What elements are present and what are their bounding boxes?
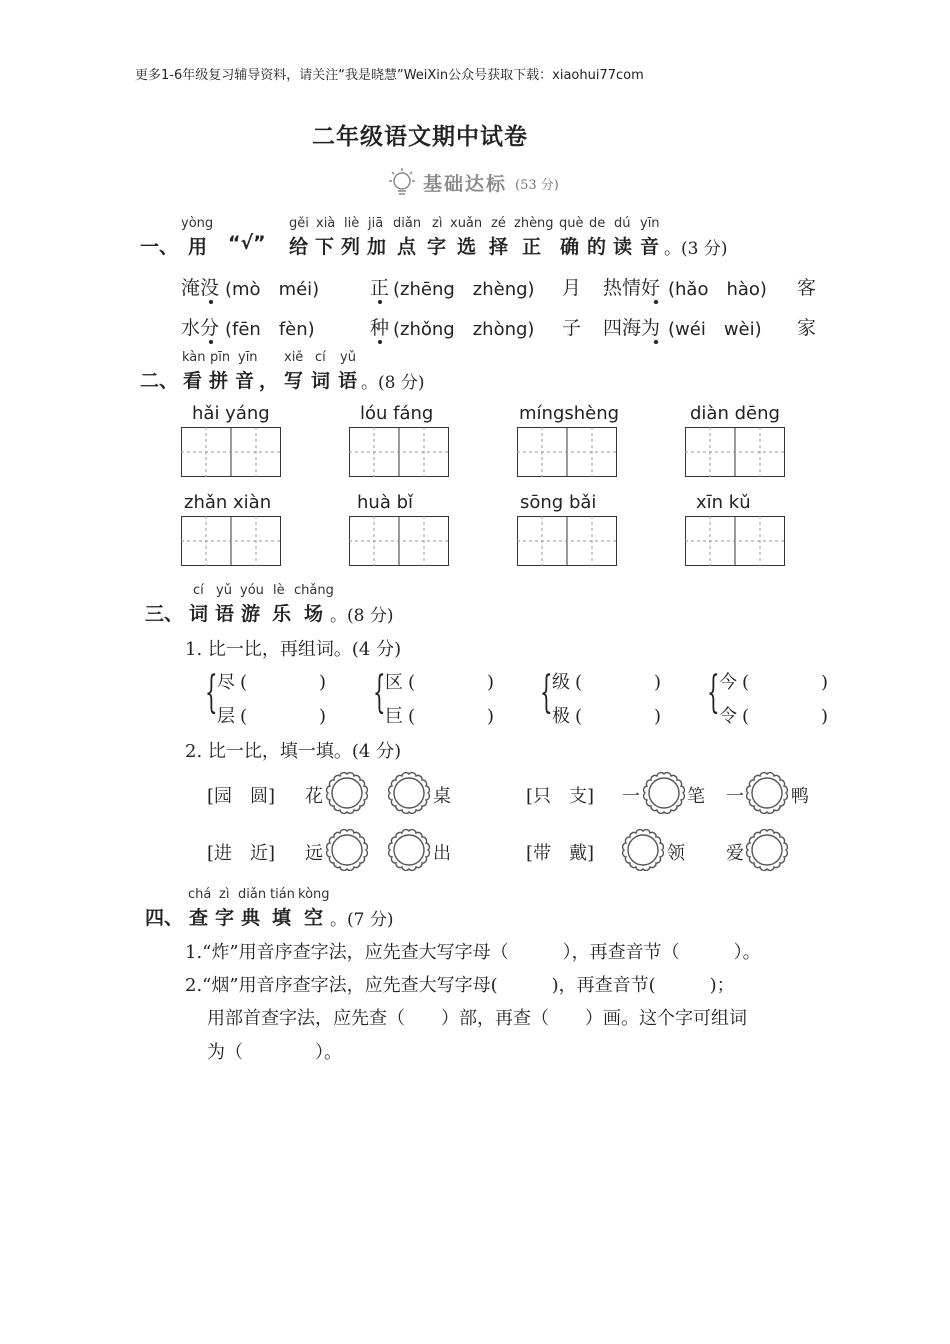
brace: {	[707, 667, 720, 718]
emphasis-dot	[209, 340, 213, 344]
pinyin: zhèng	[514, 216, 554, 231]
emphasis-dot	[209, 300, 213, 304]
writing-grid[interactable]	[517, 427, 617, 477]
word-tail: 子	[562, 317, 582, 339]
writing-grid[interactable]	[349, 427, 449, 477]
pinyin: yǔ	[340, 350, 356, 365]
pinyin-options[interactable]: (wéi wèi)	[668, 319, 762, 340]
compare-char: 极	[552, 706, 570, 727]
choice-options: [进 近]	[207, 843, 276, 864]
fill-char: 桌	[433, 786, 451, 807]
fill-char: 远	[305, 843, 323, 864]
question-4-2-end: 为（ ）。	[207, 1042, 342, 1063]
section-1-char: 列	[341, 236, 361, 258]
answer-paren[interactable]: ( )	[742, 706, 829, 727]
pinyin: cí	[193, 583, 204, 598]
writing-grid[interactable]	[349, 516, 449, 566]
fill-char: 领	[667, 843, 685, 864]
pinyin: kàn	[182, 350, 206, 365]
pinyin: zì	[219, 887, 230, 902]
section-4-char: 典	[241, 907, 261, 929]
pinyin-options[interactable]: (fēn fèn)	[225, 319, 315, 340]
section-1-number: 一、	[140, 236, 179, 258]
word: 热情好	[603, 277, 661, 299]
section-1-char: 给	[289, 236, 309, 258]
section-3-char: 游	[241, 603, 261, 625]
emphasis-dot	[654, 300, 658, 304]
section-3-points: 。(8 分)	[330, 606, 394, 626]
section-2-number: 二、	[140, 370, 179, 392]
section-1-char: 加	[367, 236, 387, 258]
brace: {	[205, 667, 218, 718]
choice-options: [园 圆]	[207, 786, 276, 807]
fill-char: 一	[622, 786, 640, 807]
question-4-1: 1.“炸”用音序查字法，应先查大写字母（ ），再查音节（ ）。	[185, 942, 761, 963]
writing-grid[interactable]	[685, 427, 785, 477]
badge-score: (53 分)	[515, 178, 559, 193]
fill-char: 花	[305, 786, 323, 807]
answer-paren[interactable]: ( )	[408, 672, 495, 693]
section-2-char: 拼	[209, 370, 229, 392]
pinyin-prompt: xīn kǔ	[696, 492, 751, 513]
pinyin: de	[589, 216, 606, 231]
section-2-char: 写	[284, 370, 304, 392]
lightbulb-icon	[385, 167, 419, 199]
pinyin: yóu	[240, 583, 264, 598]
pinyin-prompt: lóu fáng	[360, 403, 434, 424]
answer-paren[interactable]: ( )	[575, 672, 662, 693]
fill-char: 鸭	[791, 786, 809, 807]
pinyin-prompt: sōng bǎi	[520, 492, 597, 513]
word-tail: 家	[797, 317, 817, 339]
section-2-char: 词	[311, 370, 331, 392]
pinyin: lè	[273, 583, 285, 598]
word: 正	[370, 277, 390, 299]
pinyin: xiě	[284, 350, 304, 365]
section-1-char: 确	[560, 236, 580, 258]
brace: {	[540, 667, 553, 718]
pinyin: zì	[432, 216, 443, 231]
pinyin: què	[559, 216, 584, 231]
choice-options: [带 戴]	[526, 843, 595, 864]
word: 水分	[181, 317, 220, 339]
section-1-char: 的	[587, 236, 607, 258]
pinyin: zé	[491, 216, 506, 231]
section-3-char: 乐	[272, 603, 292, 625]
answer-flower-box[interactable]	[746, 772, 788, 814]
answer-paren[interactable]: ( )	[240, 706, 327, 727]
pinyin: jiā	[368, 216, 384, 231]
page-title: 二年级语文期中试卷	[312, 123, 528, 150]
writing-grid[interactable]	[685, 516, 785, 566]
fill-char: 爱	[726, 843, 744, 864]
pinyin-options[interactable]: (zhēng zhèng)	[393, 279, 535, 300]
section-1-char: 音	[640, 236, 660, 258]
pinyin: xià	[316, 216, 336, 231]
pinyin-prompt: hǎi yáng	[192, 403, 270, 424]
section-4-number: 四、	[145, 907, 184, 929]
pinyin-options[interactable]: (zhǒng zhòng)	[393, 319, 535, 340]
answer-paren[interactable]: ( )	[742, 672, 829, 693]
compare-char: 尽	[217, 672, 235, 693]
section-1-char: 字	[427, 236, 447, 258]
pinyin-prompt: zhǎn xiàn	[184, 492, 272, 513]
word: 淹没	[181, 277, 220, 299]
section-2-char: 看	[183, 370, 203, 392]
answer-flower-box[interactable]	[388, 829, 430, 871]
writing-grid[interactable]	[181, 516, 281, 566]
answer-flower-box[interactable]	[746, 829, 788, 871]
emphasis-dot	[378, 300, 382, 304]
emphasis-dot	[654, 340, 658, 344]
pinyin: yòng	[181, 216, 214, 231]
pinyin: liè	[344, 216, 360, 231]
compare-char: 级	[552, 672, 570, 693]
section-3-char: 语	[215, 603, 235, 625]
section-2-char: 语	[338, 370, 358, 392]
writing-grid[interactable]	[181, 427, 281, 477]
pinyin-prompt: diàn dēng	[690, 403, 780, 424]
emphasis-dot	[378, 340, 382, 344]
compare-char: 令	[719, 706, 737, 727]
pinyin: yǔ	[216, 583, 232, 598]
section-1-char: 正	[522, 236, 542, 258]
section-2-char: ，	[259, 370, 279, 392]
section-3-char: 场	[304, 603, 324, 625]
question-4-2: 2.“烟”用音序查字法，应先查大写字母( )，再查音节( )；	[185, 975, 735, 996]
answer-paren[interactable]: ( )	[575, 706, 662, 727]
pinyin-prompt: míngshèng	[519, 403, 620, 424]
section-4-char: 空	[304, 907, 324, 929]
answer-flower-box[interactable]	[326, 829, 368, 871]
brace: {	[373, 667, 386, 718]
pinyin: dú	[614, 216, 631, 231]
section-2-char: 音	[235, 370, 255, 392]
compare-char: 层	[217, 706, 235, 727]
word: 种	[370, 317, 390, 339]
word: 四海为	[603, 317, 661, 339]
badge-label: 基础达标	[423, 173, 508, 195]
section-4-char: 填	[272, 907, 292, 929]
pinyin: tián	[270, 887, 295, 902]
fill-char: 出	[433, 843, 451, 864]
pinyin-prompt: huà bǐ	[357, 492, 413, 513]
pinyin: kòng	[298, 887, 330, 902]
section-1-char: 点	[397, 236, 417, 258]
answer-flower-box[interactable]	[326, 772, 368, 814]
choice-options: [只 支]	[526, 786, 595, 807]
section-4-points: 。(7 分)	[330, 910, 394, 930]
section-1-points: 。(3 分)	[664, 239, 728, 259]
fill-char: 笔	[687, 786, 705, 807]
writing-grid[interactable]	[517, 516, 617, 566]
section-3-number: 三、	[145, 603, 184, 625]
section-badge	[385, 167, 585, 199]
answer-paren[interactable]: ( )	[408, 706, 495, 727]
pinyin: chá	[188, 887, 212, 902]
section-1-char: 择	[489, 236, 509, 258]
question-3-1: 1. 比一比，再组词。(4 分)	[185, 639, 402, 660]
section-2-points: 。(8 分)	[361, 373, 425, 393]
section-3-char: 词	[189, 603, 209, 625]
section-1-char: 选	[457, 236, 477, 258]
section-1-char: “√”	[228, 232, 266, 254]
pinyin: pīn	[210, 350, 231, 365]
section-1-char: 下	[315, 236, 335, 258]
pinyin: chǎng	[294, 583, 334, 598]
pinyin: yīn	[238, 350, 258, 365]
answer-flower-box[interactable]	[388, 772, 430, 814]
pinyin: gěi	[289, 216, 309, 231]
pinyin: diǎn	[238, 887, 267, 902]
question-3-2: 2. 比一比，填一填。(4 分)	[185, 741, 402, 762]
word-tail: 月	[562, 277, 582, 299]
compare-char: 区	[385, 672, 403, 693]
section-4-char: 查	[189, 907, 209, 929]
section-4-char: 字	[215, 907, 235, 929]
pinyin: cí	[315, 350, 326, 365]
fill-char: 一	[726, 786, 744, 807]
pinyin: diǎn	[393, 216, 422, 231]
pinyin: yīn	[640, 216, 660, 231]
pinyin-options[interactable]: (mò méi)	[225, 279, 320, 300]
compare-char: 巨	[385, 706, 403, 727]
question-4-2-cont: 用部首查字法，应先查（ ）部，再查（ ）画。这个字可组词	[207, 1008, 747, 1029]
answer-paren[interactable]: ( )	[240, 672, 327, 693]
compare-char: 今	[719, 672, 737, 693]
word-tail: 客	[797, 277, 817, 299]
section-1-char: 读	[613, 236, 633, 258]
header-note: 更多1-6年级复习辅导资料，请关注“我是晓慧”WeiXin公众号获取下载：xiaohui77com	[135, 68, 644, 83]
pinyin: xuǎn	[450, 216, 483, 231]
section-1-char: 用	[188, 236, 208, 258]
pinyin-options[interactable]: (hǎo hào)	[668, 279, 767, 300]
answer-flower-box[interactable]	[622, 829, 664, 871]
answer-flower-box[interactable]	[643, 772, 685, 814]
